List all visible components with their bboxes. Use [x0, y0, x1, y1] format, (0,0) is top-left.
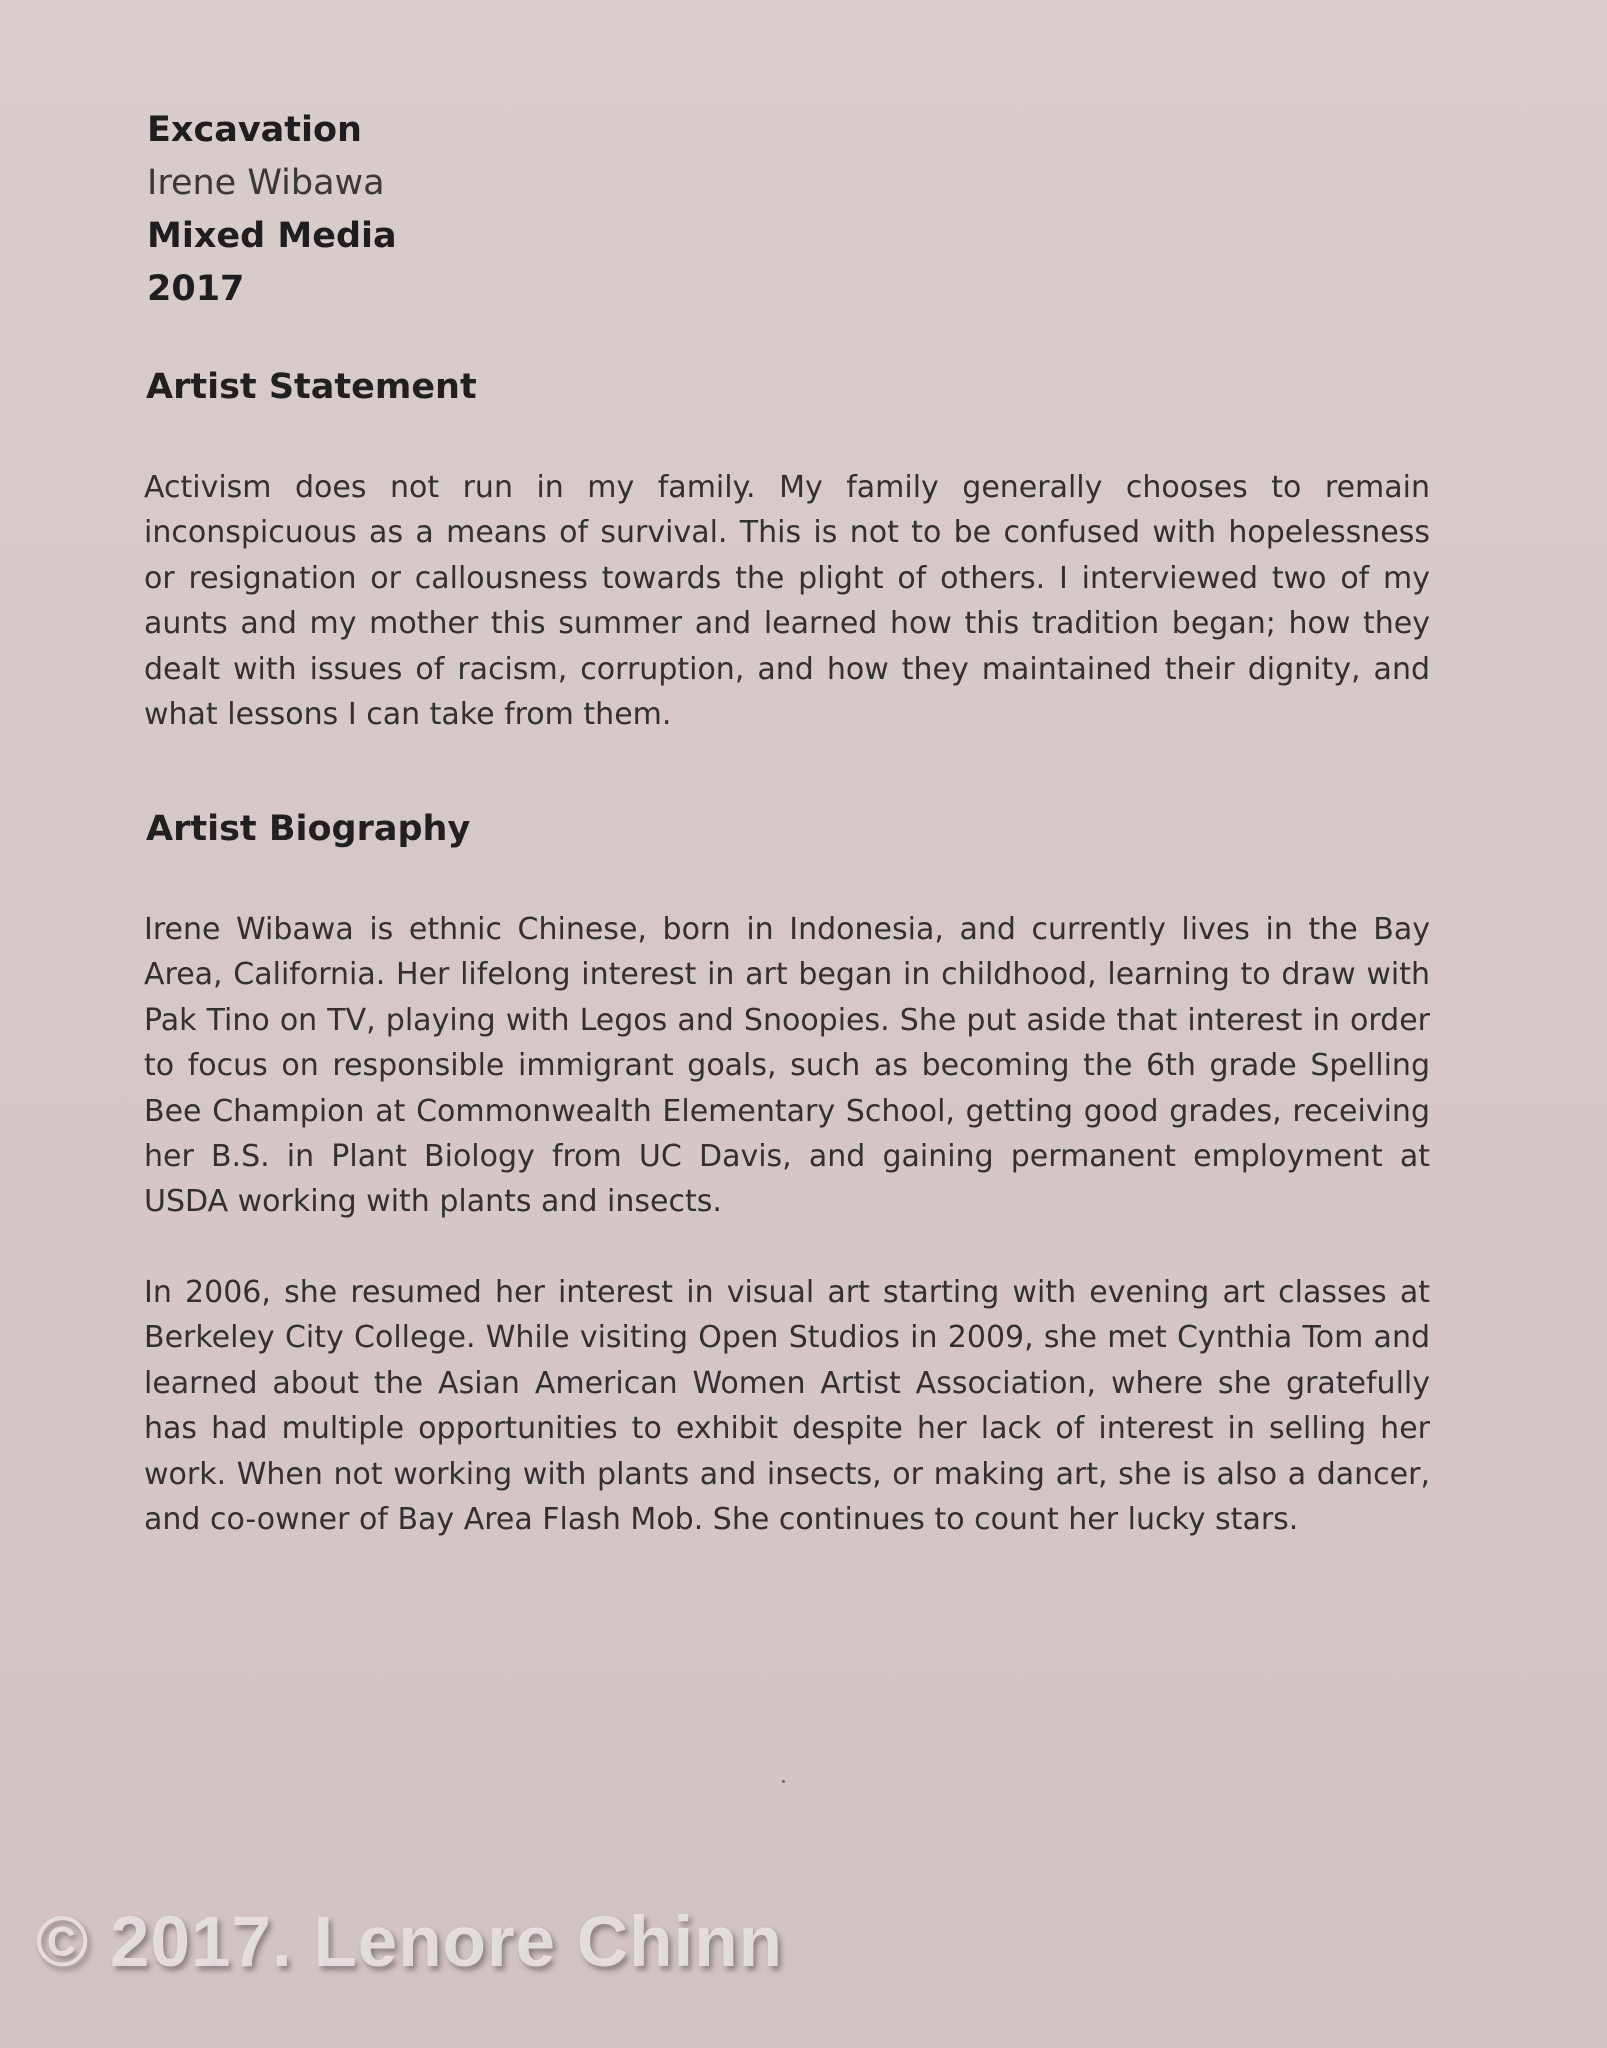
artist-name: Irene Wibawa — [147, 163, 385, 203]
biography-paragraph: Irene Wibawa is ethnic Chinese, born in Indonesia, and currently lives in the Bay Area, California. Her lifelong interest in art began in childhood, learning to draw with Pak Tino on TV, playing with Legos and Snoopies. She put aside that interest in order to focus on responsible immigrant goals, such as becoming the 6th grade Spelling Bee Champion at Commonwealth Elementary School, getting good grades, receiving her B.S. in Plant Biology from UC Davis, and gaining permanent employment at USDA working with plants and insects. — [144, 912, 1430, 1220]
artwork-medium: Mixed Media — [147, 216, 397, 256]
statement-heading: Artist Statement — [146, 367, 477, 407]
artwork-year: 2017 — [147, 269, 245, 309]
biography-heading: Artist Biography — [146, 809, 471, 849]
copyright-watermark: © 2017. Lenore Chinn — [36, 1903, 783, 1982]
artwork-info — [147, 104, 397, 316]
biography-paragraph: In 2006, she resumed her interest in visual art starting with evening art classes at Berkeley City College. While visiting Open Studios in 2009, she met Cynthia Tom and learned about the Asian American Women Artist Association, where she gratefully has had multiple opportunities to exhibit despite her lack of interest in selling her work. When not working with plants and insects, or making art, she is also a dancer, and co-owner of Bay Area Flash Mob. She continues to count her lucky stars. — [144, 1275, 1430, 1538]
dust-speck — [782, 1780, 785, 1783]
statement-text: Activism does not run in my family. My family generally chooses to remain inconspicuous as a means of survival. This is not to be confused with hopelessness or resignation or callousness towards the plight of others. I interviewed two of my aunts and my mother this summer and learned how this tradition began; how they dealt with issues of racism, corruption, and how they maintained their dignity, and what lessons I can take from them. — [144, 470, 1430, 733]
artwork-title: Excavation — [147, 110, 362, 150]
